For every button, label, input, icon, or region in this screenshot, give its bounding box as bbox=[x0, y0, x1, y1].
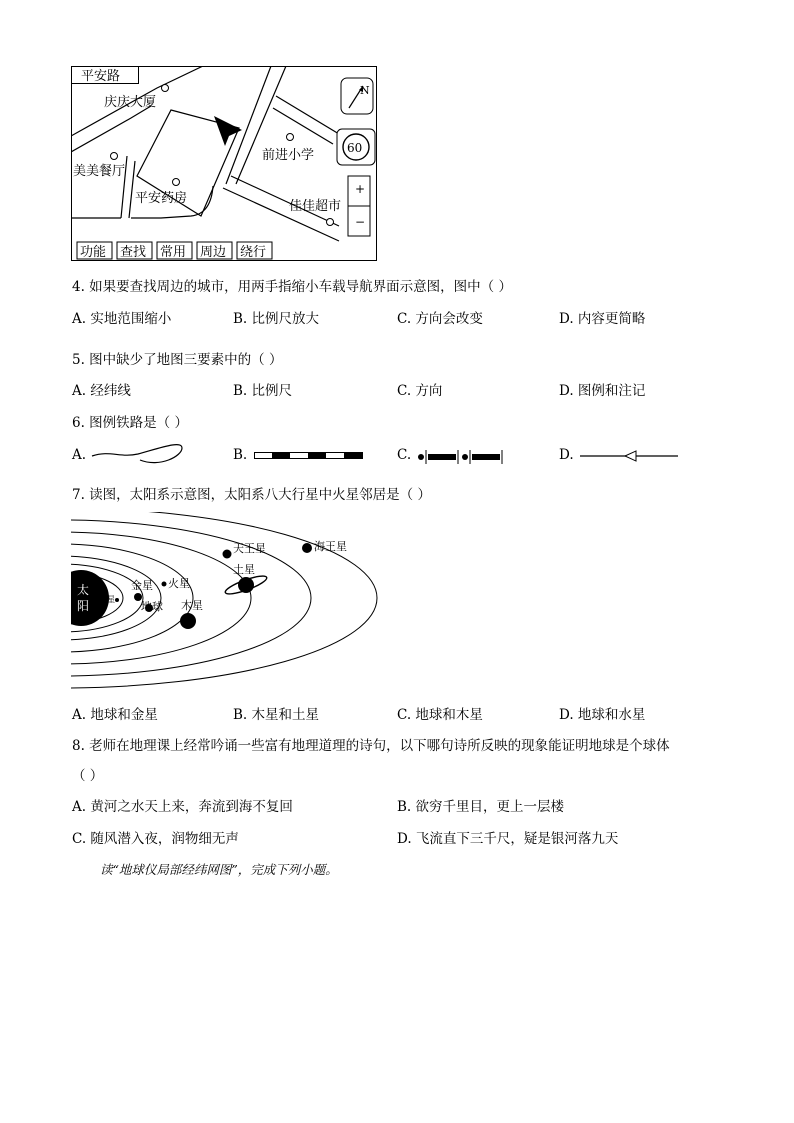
q5-option-d[interactable]: D. 图例和注记 bbox=[559, 383, 646, 399]
mercury-label: 水星 bbox=[99, 595, 115, 604]
zoom-out-button[interactable]: − bbox=[355, 215, 366, 229]
q8-option-b[interactable]: B. 欲穷千里目，更上一层楼 bbox=[397, 799, 565, 815]
boundary-symbol bbox=[414, 448, 506, 466]
q6-stem: 6. 图例铁路是（ ） bbox=[72, 415, 188, 431]
q8-stem: 8. 老师在地理课上经常吟诵一些富有地理道理的诗句，以下哪句诗所反映的现象能证明地球是个球体 bbox=[72, 738, 670, 754]
river-symbol bbox=[90, 442, 190, 468]
place-pharmacy: 平安药房 bbox=[135, 191, 188, 206]
q6-option-a[interactable]: A. bbox=[72, 447, 87, 463]
q7-option-b[interactable]: B. 木星和土星 bbox=[233, 707, 320, 723]
q7-option-a[interactable]: A. 地球和金星 bbox=[72, 707, 158, 723]
place-school: 前进小学 bbox=[262, 148, 315, 163]
q4-stem: 4. 如果要查找周边的城市，用两手指缩小车载导航界面示意图，图中（ ） bbox=[72, 279, 512, 295]
sun-label-2: 阳 bbox=[77, 599, 90, 613]
nav-button-nearby[interactable]: 周边 bbox=[200, 245, 227, 260]
saturn-label: 土星 bbox=[233, 563, 255, 576]
nav-button-search[interactable]: 查找 bbox=[120, 245, 147, 260]
mercury-icon bbox=[115, 598, 119, 602]
place-meimei: 美美餐厅 bbox=[73, 164, 126, 179]
q4-option-c[interactable]: C. 方向会改变 bbox=[397, 311, 483, 327]
place-marker bbox=[327, 219, 334, 226]
svg-text:N: N bbox=[360, 84, 370, 97]
zoom-in-button[interactable]: + bbox=[355, 182, 366, 196]
mars-icon bbox=[162, 582, 167, 587]
road-label: 平安路 bbox=[81, 69, 121, 84]
q8-stem-blank: （ ） bbox=[72, 768, 104, 784]
zoom-control[interactable] bbox=[348, 176, 370, 236]
compass-icon bbox=[341, 78, 373, 114]
solar-system-diagram bbox=[71, 512, 381, 690]
nav-button-function[interactable]: 功能 bbox=[80, 245, 107, 260]
q7-option-d[interactable]: D. 地球和水星 bbox=[559, 707, 646, 723]
place-qingqing: 庆庆大厦 bbox=[104, 95, 157, 110]
sun-label-1: 太 bbox=[77, 583, 90, 597]
q4-option-a[interactable]: A. 实地范围缩小 bbox=[72, 311, 172, 327]
jupiter-label: 木星 bbox=[181, 599, 203, 612]
q8-option-c[interactable]: C. 随风潜入夜，润物细无声 bbox=[72, 831, 239, 847]
q8-option-a[interactable]: A. 黄河之水天上来，奔流到海不复回 bbox=[72, 799, 293, 815]
navigation-map-figure bbox=[71, 66, 378, 262]
q8-option-d[interactable]: D. 飞流直下三千尺，疑是银河落九天 bbox=[397, 831, 619, 847]
place-marker bbox=[111, 153, 118, 160]
neptune-label: 海王星 bbox=[314, 540, 347, 553]
nav-button-frequent[interactable]: 常用 bbox=[160, 245, 187, 260]
place-supermarket: 佳佳超市 bbox=[289, 199, 342, 214]
jupiter-icon bbox=[180, 613, 196, 629]
q6-option-d[interactable]: D. bbox=[559, 447, 574, 463]
q6-option-c[interactable]: C. bbox=[397, 447, 412, 463]
q5-option-a[interactable]: A. 经纬线 bbox=[72, 383, 131, 399]
saturn-icon bbox=[238, 577, 254, 593]
q5-stem: 5. 图中缺少了地图三要素中的（ ） bbox=[72, 352, 283, 368]
svg-text:60: 60 bbox=[347, 141, 363, 155]
section-instruction: 读“地球仪局部经纬网图”，完成下列小题。 bbox=[100, 862, 338, 877]
q5-option-c[interactable]: C. 方向 bbox=[397, 383, 443, 399]
q4-option-b[interactable]: B. 比例尺放大 bbox=[233, 311, 320, 327]
place-marker bbox=[162, 85, 169, 92]
place-marker bbox=[287, 134, 294, 141]
q5-option-b[interactable]: B. 比例尺 bbox=[233, 383, 293, 399]
q4-option-d[interactable]: D. 内容更简略 bbox=[559, 311, 646, 327]
place-marker bbox=[173, 179, 180, 186]
speed-limit-sign bbox=[337, 129, 375, 165]
railway-symbol bbox=[254, 450, 364, 462]
mars-label: 火星 bbox=[168, 577, 190, 590]
earth-label: 地球 bbox=[141, 600, 163, 613]
arrow-line-symbol bbox=[580, 449, 680, 463]
q7-option-c[interactable]: C. 地球和木星 bbox=[397, 707, 483, 723]
q7-stem: 7. 读图，太阳系示意图，太阳系八大行星中火星邻居是（ ） bbox=[72, 487, 431, 503]
uranus-icon bbox=[223, 550, 232, 559]
q6-option-b[interactable]: B. bbox=[233, 447, 248, 463]
neptune-icon bbox=[302, 543, 312, 553]
nav-button-detour[interactable]: 绕行 bbox=[240, 245, 267, 260]
uranus-label: 天王星 bbox=[233, 542, 266, 555]
venus-label: 金星 bbox=[131, 579, 153, 592]
